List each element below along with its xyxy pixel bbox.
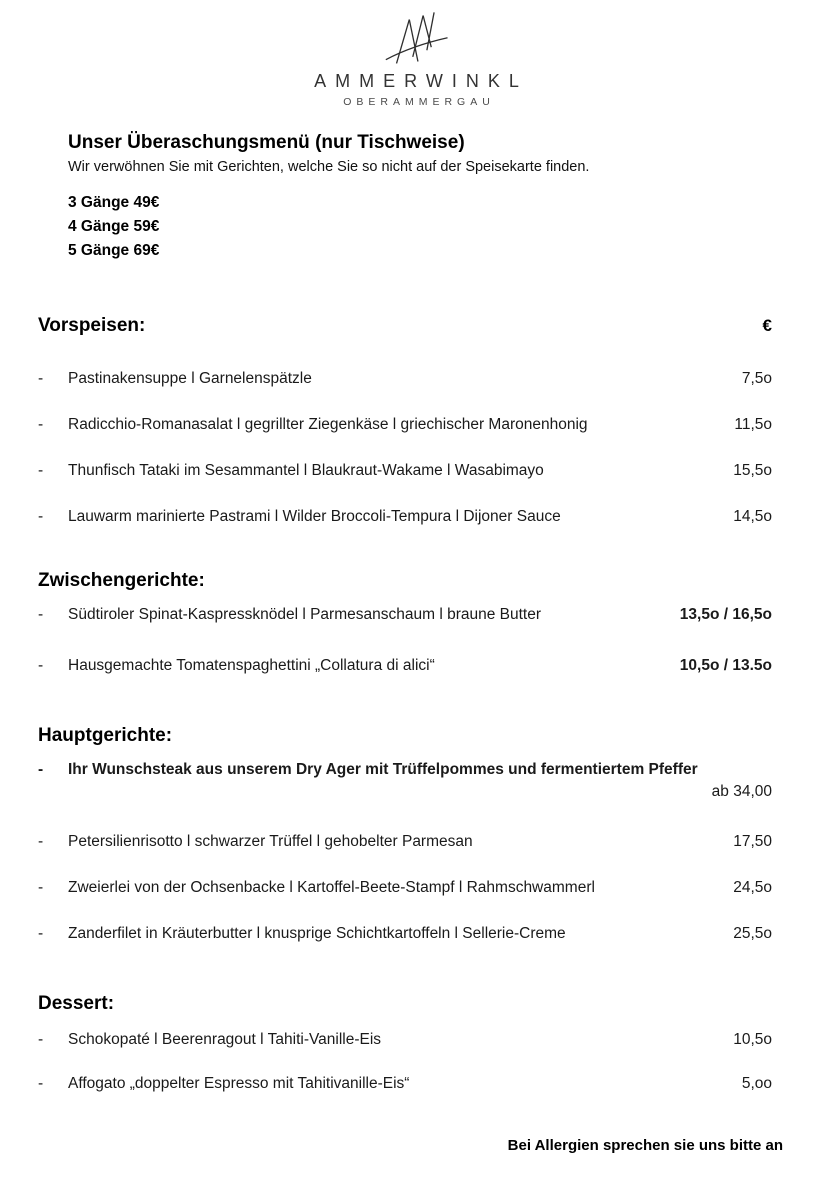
- course-prices: [68, 191, 772, 263]
- item-price: 5,oo: [741, 1075, 772, 1092]
- menu-item: [38, 507, 772, 526]
- item-name: Zweierlei von der Ochsenbacke l Kartoffel-Beete-Stampf l Rahmschwammerl: [68, 879, 595, 896]
- mountain-monogram-icon: [362, 8, 472, 70]
- item-price: 13,5o / 16,5o: [679, 606, 772, 623]
- item-bullet: -: [38, 416, 44, 433]
- intro-subtitle: Wir verwöhnen Sie mit Gerichten, welche Sie so nicht auf der Speisekarte finden.: [68, 159, 590, 175]
- section-title: Dessert:: [38, 993, 115, 1014]
- course-price-4: 4 Gänge 59€: [68, 218, 160, 235]
- item-price: 25,5o: [733, 925, 772, 942]
- menu-item: [38, 760, 772, 779]
- brand-header: [0, 8, 833, 108]
- item-bullet: -: [38, 606, 44, 623]
- surprise-menu-intro: [68, 132, 772, 263]
- item-name: Schokopaté l Beerenragout l Tahiti-Vanille-Eis: [68, 1031, 382, 1048]
- item-bullet: -: [38, 879, 44, 896]
- menu-item: [38, 605, 772, 624]
- intro-title: Unser Überaschungsmenü (nur Tischweise): [68, 132, 465, 153]
- course-price-3: 3 Gänge 49€: [68, 194, 160, 211]
- section-head-zwischengerichte: [38, 570, 772, 592]
- item-bullet: -: [38, 657, 44, 674]
- section-head-dessert: [38, 993, 772, 1015]
- course-price-5: 5 Gänge 69€: [68, 242, 160, 259]
- menu-item: [38, 656, 772, 675]
- item-name: Thunfisch Tataki im Sesammantel l Blaukraut-Wakame l Wasabimayo: [68, 462, 544, 479]
- item-price: ab 34,00: [711, 783, 772, 800]
- item-price: 7,5o: [741, 370, 772, 387]
- menu-item: [38, 878, 772, 897]
- item-price: 10,5o: [733, 1031, 772, 1048]
- section-head-vorspeisen: [38, 315, 772, 337]
- currency-symbol: €: [762, 316, 772, 335]
- item-bullet: -: [38, 833, 44, 850]
- item-name: Affogato „doppelter Espresso mit Tahitivanille-Eis“: [68, 1075, 410, 1092]
- section-title: Hauptgerichte:: [38, 725, 173, 746]
- item-price: 17,50: [733, 833, 772, 850]
- item-price: 15,5o: [733, 462, 772, 479]
- item-price: 11,5o: [734, 416, 772, 433]
- item-price: 10,5o / 13.5o: [679, 657, 772, 674]
- item-bullet: -: [38, 925, 44, 942]
- item-name: Radicchio-Romanasalat l gegrillter Ziegenkäse l griechischer Maronenhonig: [68, 416, 588, 433]
- item-bullet: -: [38, 462, 44, 479]
- menu-item: [38, 1074, 772, 1093]
- item-price: 24,5o: [733, 879, 772, 896]
- item-name: Zanderfilet in Kräuterbutter l knusprige Schichtkartoffeln l Sellerie-Creme: [68, 925, 566, 942]
- menu-item: [38, 415, 772, 434]
- item-name: Südtiroler Spinat-Kaspressknödel l Parmesanschaum l braune Butter: [68, 606, 541, 623]
- item-name: Pastinakensuppe l Garnelenspätzle: [68, 370, 312, 387]
- section-title: Zwischengerichte:: [38, 570, 205, 591]
- item-price: 14,5o: [733, 508, 772, 525]
- section-head-hauptgerichte: [38, 725, 772, 747]
- item-bullet: -: [38, 1075, 44, 1092]
- menu-item: [38, 924, 772, 943]
- section-title: Vorspeisen:: [38, 315, 146, 336]
- menu-item: [38, 369, 772, 388]
- section-hauptgerichte: [38, 725, 772, 943]
- item-name: Lauwarm marinierte Pastrami l Wilder Broccoli-Tempura l Dijoner Sauce: [68, 508, 561, 525]
- menu-item: [38, 1030, 772, 1049]
- menu-item: [38, 832, 772, 851]
- menu-item: [38, 461, 772, 480]
- section-zwischengerichte: [38, 570, 772, 675]
- item-name: Ihr Wunschsteak aus unserem Dry Ager mit Trüffelpommes und fermentiertem Pfeffer: [68, 761, 698, 778]
- allergy-note: Bei Allergien sprechen sie uns bitte an: [507, 1137, 783, 1154]
- section-vorspeisen: [38, 315, 772, 526]
- section-dessert: [38, 993, 772, 1093]
- brand-name: AMMERWINKL: [314, 71, 528, 91]
- item-name: Hausgemachte Tomatenspaghettini „Collatura di alici“: [68, 657, 435, 674]
- brand-location: OBERAMMERGAU: [343, 96, 495, 108]
- menu-content: [0, 315, 833, 1093]
- item-bullet: -: [38, 370, 44, 387]
- item-bullet: -: [38, 508, 44, 525]
- item-bullet: -: [38, 1031, 44, 1048]
- item-bullet: -: [38, 761, 44, 778]
- item-name: Petersilienrisotto l schwarzer Trüffel l gehobelter Parmesan: [68, 833, 473, 850]
